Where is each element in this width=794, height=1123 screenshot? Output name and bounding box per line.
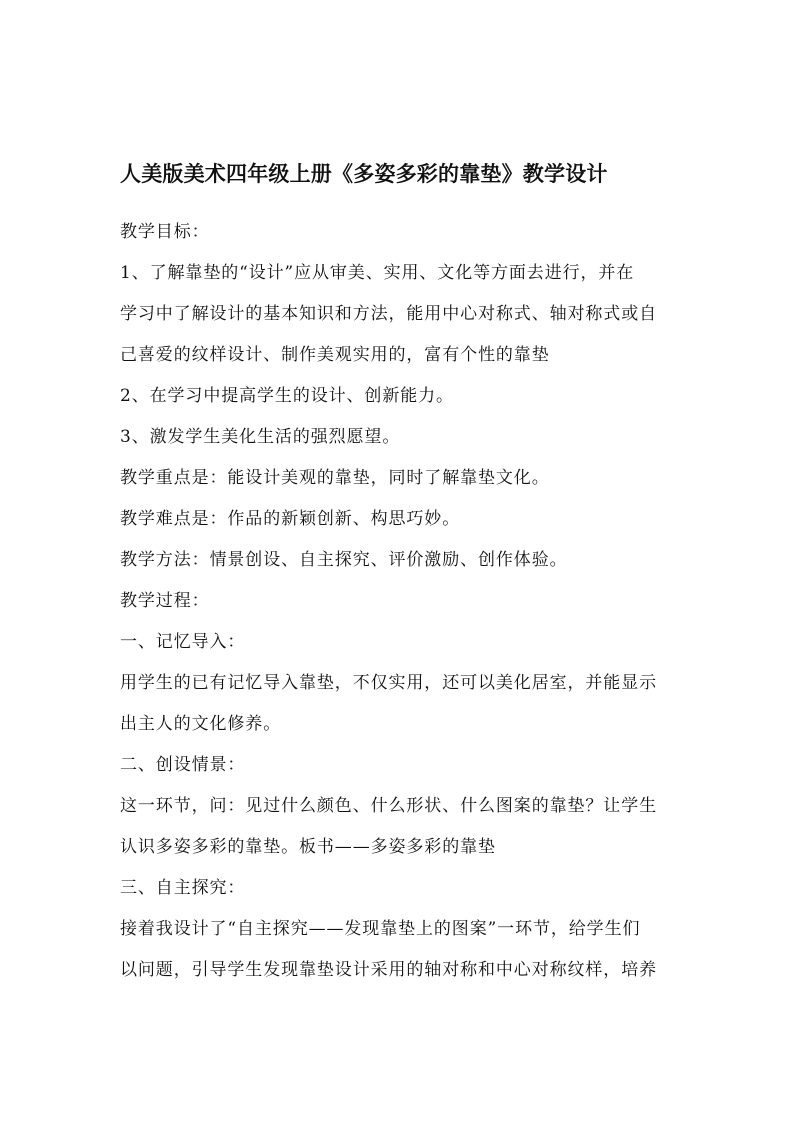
text-line: 一、记忆导入： [120,632,246,652]
text-line: 二、创设情景： [120,755,246,775]
text-line: 出主人的文化修养。 [120,714,282,734]
text-line: 三、自主探究： [120,878,246,898]
text-line: 教学方法：情景创设、自主探究、评价激励、创作体验。 [120,550,568,570]
text-line: 教学重点是：能设计美观的靠垫，同时了解靠垫文化。 [120,468,550,488]
text-line: 用学生的已有记忆导入靠垫，不仅实用，还可以美化居室，并能显示 [120,673,657,693]
text-line: 接着我设计了“自主探究——发现靠垫上的图案”一环节，给学生们 [120,919,641,939]
text-line: 教学难点是：作品的新颖创新、构思巧妙。 [120,509,461,529]
text-line: 以问题，引导学生发现靠垫设计采用的轴对称和中心对称纹样，培养 [120,960,657,980]
document-title: 人美版美术四年级上册《多姿多彩的靠垫》教学设计 [120,162,608,186]
text-line: 学习中了解设计的基本知识和方法，能用中心对称式、轴对称式或自 [120,304,657,324]
text-line: 教学过程： [120,591,210,611]
text-line: 认识多姿多彩的靠垫。板书——多姿多彩的靠垫 [120,837,496,857]
text-line: 这一环节，问：见过什么颜色、什么形状、什么图案的靠垫？让学生 [120,796,657,816]
text-line: 2、在学习中提高学生的设计、创新能力。 [120,386,454,406]
text-line: 己喜爱的纹样设计、制作美观实用的，富有个性的靠垫 [120,345,550,365]
text-line: 3、激发学生美化生活的强烈愿望。 [120,427,401,447]
document-body [120,212,680,991]
text-line: 教学目标： [120,222,210,242]
text-line: 1、了解靠垫的“设计”应从审美、实用、文化等方面去进行，并在 [120,263,635,283]
